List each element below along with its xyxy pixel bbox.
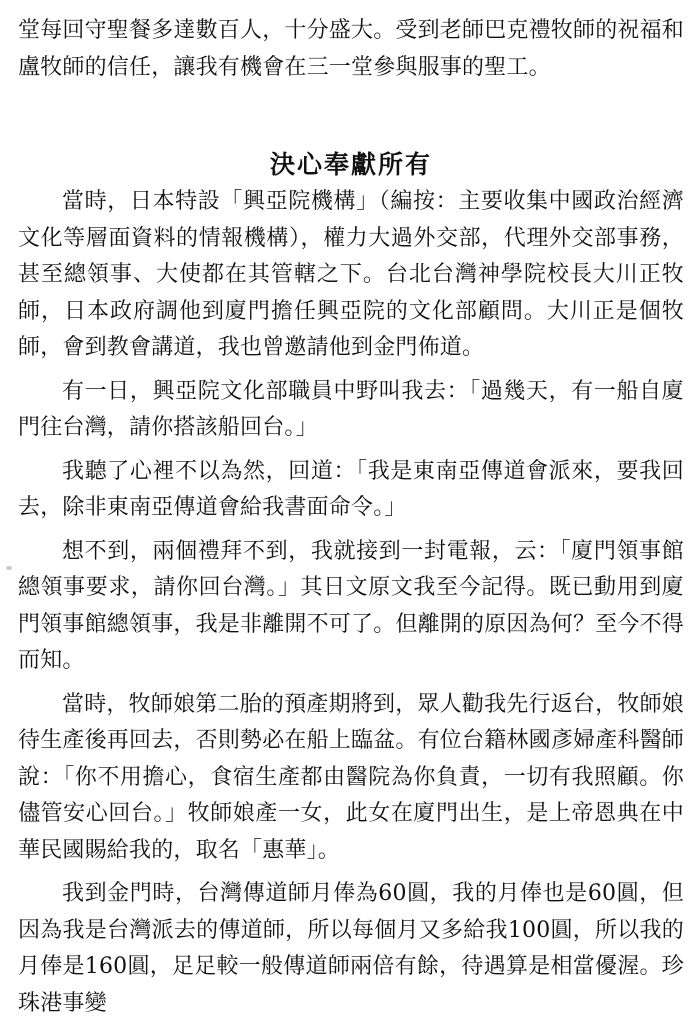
paragraph-birth: 當時，牧師娘第二胎的預產期將到，眾人勸我先行返台，牧師娘待生產後再回去，否則勢必在船上臨盆。有位台籍林國彥婦產科醫師說：「你不用擔心，食宿生產都由醫院為你負責，一切有我照顧。你儘管安心回台。」牧師娘產一女，此女在廈門出生，是上帝恩典在中華民國賜給我的，取名「惠華」。	[18, 691, 685, 863]
section-title: 決心奉獻所有	[269, 150, 432, 179]
paragraph-salary: 我到金門時，台灣傳道師月俸為60圓，我的月俸也是60圓，但因為我是台灣派去的傳道師，所以每個月又多給我100圓，所以我的月俸是160圓，足足較一般傳道師兩倍有餘，待遇算是相當優渥。珍珠港事變	[18, 881, 684, 1016]
scan-speck	[6, 566, 12, 570]
intro-paragraph: 堂每回守聖餐多達數百人，十分盛大。受到老師巴克禮牧師的祝福和盧牧師的信任，讓我有機會在三一堂參與服事的聖工。	[18, 18, 685, 80]
paragraph-xingyayuan: 當時，日本特設「興亞院機構」（編按：主要收集中國政治經濟文化等層面資料的情報機構），權力大過外交部，代理外交部事務，甚至總領事、大使都在其管轄之下。台北台灣神學院校長大川正牧師，日本政府調他到廈門擔任興亞院的文化部顧問。大川正是個牧師，會到教會講道，我也曾邀請他到金門佈道。	[18, 189, 684, 360]
paragraph-reply: 我聽了心裡不以為然，回道：「我是東南亞傳道會派來，要我回去，除非東南亞傳道會給我書面命令。」	[18, 458, 684, 520]
paragraph-telegram: 想不到，兩個禮拜不到，我就接到一封電報，云：「廈門領事館總領事要求，請你回台灣。」其日文原文我至今記得。既已動用到廈門領事館總領事，我是非離開不可了。但離開的原因為何？至今不得而知。	[18, 538, 685, 673]
section-body	[18, 184, 684, 1022]
paragraph-nakano-request: 有一日，興亞院文化部職員中野叫我去：「過幾天，有一船自廈門往台灣，請你搭該船回台。」	[18, 378, 684, 440]
document-page	[18, 0, 684, 1020]
